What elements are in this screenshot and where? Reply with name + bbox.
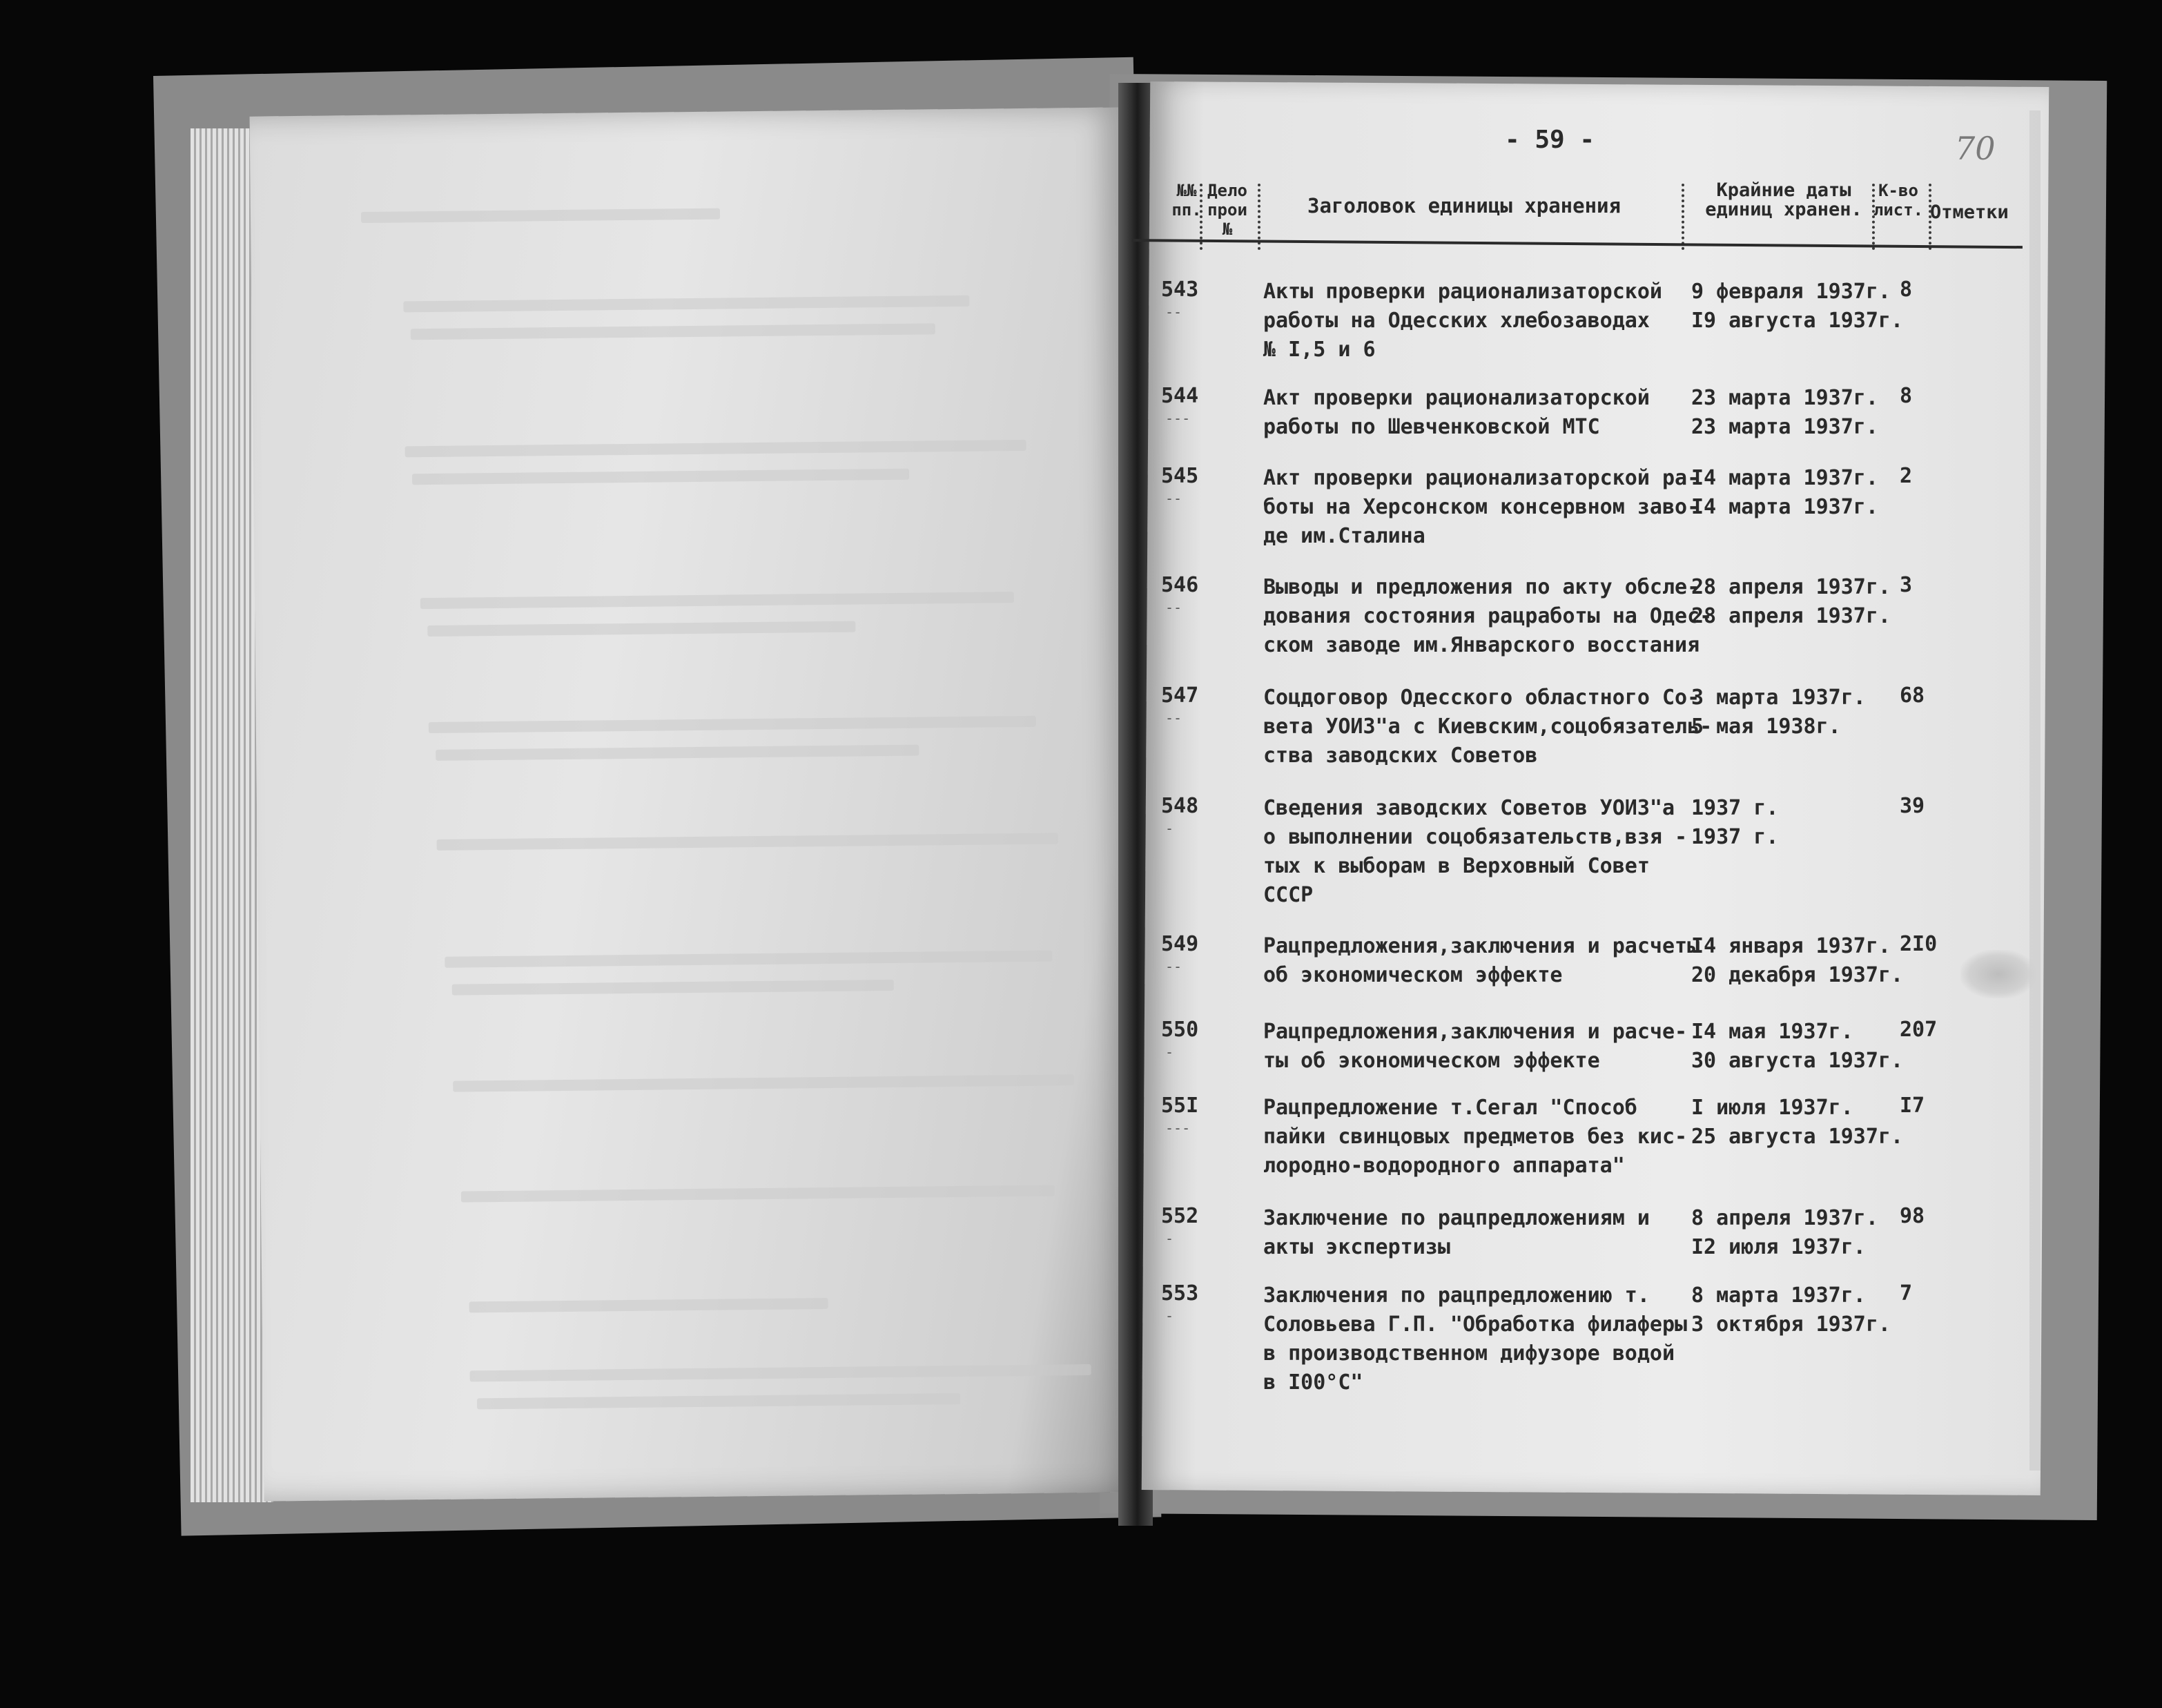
- row-number: 546: [1161, 573, 1199, 597]
- row-title: Акты проверки рационализаторской работы на Одесских хлебозаводах № I,5 и 6: [1263, 280, 1662, 362]
- row-dates: 23 марта 1937г. 23 марта 1937г.: [1691, 386, 1878, 439]
- row-number: 543: [1161, 278, 1199, 302]
- row-number: 552: [1161, 1204, 1199, 1228]
- row-number: 547: [1161, 683, 1199, 708]
- row-title: Выводы и предложения по акту обсле- дования состояния рацработы на Одес- ском заводе им.Январского восстания: [1263, 575, 1713, 657]
- show-through-text: [412, 469, 909, 485]
- page-number: - 59 -: [1505, 126, 1595, 154]
- row-dates: I июля 1937г. 25 августа 1937г.: [1691, 1096, 1904, 1149]
- header-date-range: Крайние даты единиц хранен.: [1705, 179, 1862, 220]
- row-tick-mark: -: [1165, 1044, 1174, 1060]
- row-sheets: 3: [1900, 573, 1913, 597]
- row-dates: I4 января 1937г. 20 декабря 1937г.: [1691, 934, 1904, 987]
- column-divider: [1682, 184, 1684, 250]
- header-sheet-count: К-во лист.: [1873, 181, 1924, 220]
- show-through-text: [436, 745, 919, 761]
- header-storage-unit-title: Заголовок единицы хранения: [1307, 194, 1621, 217]
- header-case-number: Дело прои №: [1207, 181, 1247, 239]
- handwritten-folio-number: 70: [1955, 130, 1996, 167]
- row-tick-mark: ---: [1165, 1120, 1191, 1136]
- row-dates: 1937 г. 1937 г.: [1691, 796, 1779, 849]
- column-divider: [1929, 184, 1931, 250]
- row-sheets: 207: [1900, 1018, 1938, 1042]
- row-dates: 28 апреля 1937г. 28 апреля 1937г.: [1691, 575, 1891, 628]
- show-through-text: [429, 716, 1036, 733]
- row-title: Рацпредложение т.Сегал "Способ пайки свинцовых предметов без кис- лородно-водородного аппарата": [1263, 1096, 1688, 1178]
- row-sheets: 8: [1900, 278, 1913, 302]
- show-through-text: [420, 592, 1014, 609]
- row-sheets: 2I0: [1900, 932, 1938, 956]
- row-dates: I4 марта 1937г. I4 марта 1937г.: [1691, 466, 1878, 519]
- row-dates: 8 апреля 1937г. I2 июля 1937г.: [1691, 1206, 1878, 1259]
- row-dates: 3 марта 1937г. 5 мая 1938г.: [1691, 686, 1866, 739]
- row-number: 549: [1161, 932, 1199, 956]
- row-number: 544: [1161, 384, 1199, 408]
- right-page-edge: [2029, 110, 2041, 1471]
- row-sheets: 39: [1900, 794, 1925, 818]
- show-through-text: [427, 621, 855, 637]
- row-dates: 8 марта 1937г. 3 октября 1937г.: [1691, 1283, 1891, 1337]
- row-sheets: 8: [1900, 384, 1913, 408]
- show-through-text: [477, 1393, 960, 1409]
- row-number: 55I: [1161, 1094, 1199, 1118]
- show-through-text: [453, 1074, 1074, 1091]
- row-title: Акт проверки рационализаторской ра- боты на Херсонском консервном заво- де им.Сталина: [1263, 466, 1700, 548]
- row-tick-mark: --: [1165, 304, 1182, 320]
- row-number: 550: [1161, 1018, 1199, 1042]
- row-tick-mark: --: [1165, 490, 1182, 507]
- row-tick-mark: -: [1165, 1230, 1174, 1247]
- show-through-text: [469, 1298, 828, 1312]
- header-notes: Отметки: [1930, 202, 2009, 223]
- row-sheets: 7: [1900, 1281, 1913, 1306]
- faded-stamp-mark: [1960, 950, 2036, 998]
- row-title: Заключения по рацпредложению т. Соловьева Г.П. "Обработка филаферы в производственном дифузоре водой в I00°С": [1263, 1283, 1688, 1395]
- row-sheets: 2: [1900, 464, 1913, 488]
- show-through-text: [403, 295, 969, 313]
- row-sheets: I7: [1900, 1094, 1925, 1118]
- row-tick-mark: -: [1165, 1308, 1174, 1324]
- row-title: Рацпредложения,заключения и расче- ты об экономическом эффекте: [1263, 1020, 1688, 1073]
- show-through-text: [361, 208, 720, 223]
- row-title: Акт проверки рационализаторской работы по Шевченковской МТС: [1263, 386, 1650, 439]
- row-tick-mark: -: [1165, 820, 1174, 837]
- row-dates: 9 февраля 1937г. I9 августа 1937г.: [1691, 280, 1904, 333]
- show-through-text: [445, 951, 1052, 968]
- row-title: Рацпредложения,заключения и расчеты об экономическом эффекте: [1263, 934, 1700, 987]
- row-number: 545: [1161, 464, 1199, 488]
- row-dates: I4 мая 1937г. 30 августа 1937г.: [1691, 1020, 1904, 1073]
- row-sheets: 98: [1900, 1204, 1925, 1228]
- row-tick-mark: ---: [1165, 410, 1191, 427]
- column-divider: [1872, 184, 1875, 250]
- header-item-number: №№ пп.: [1171, 181, 1202, 220]
- row-number: 548: [1161, 794, 1199, 818]
- show-through-text: [461, 1185, 1055, 1203]
- left-page-blank: [250, 107, 1140, 1501]
- row-title: Заключение по рацпредложениям и акты экспертизы: [1263, 1206, 1650, 1259]
- show-through-text: [452, 980, 894, 996]
- row-number: 553: [1161, 1281, 1199, 1306]
- show-through-text: [405, 440, 1026, 457]
- show-through-text: [411, 323, 935, 340]
- row-tick-mark: --: [1165, 599, 1182, 616]
- show-through-text: [437, 833, 1058, 850]
- row-tick-mark: --: [1165, 958, 1182, 975]
- row-sheets: 68: [1900, 683, 1925, 708]
- row-title: Соцдоговор Одесского областного Со- вета УОИЗ"а с Киевским,соцобязатель- ства заводских Советов: [1263, 686, 1713, 768]
- row-tick-mark: --: [1165, 710, 1182, 726]
- show-through-text: [470, 1364, 1091, 1381]
- row-title: Сведения заводских Советов УОИЗ"а о выполнении соцобязательств,взя - тых к выборам в Верховный Совет СССР: [1263, 796, 1688, 907]
